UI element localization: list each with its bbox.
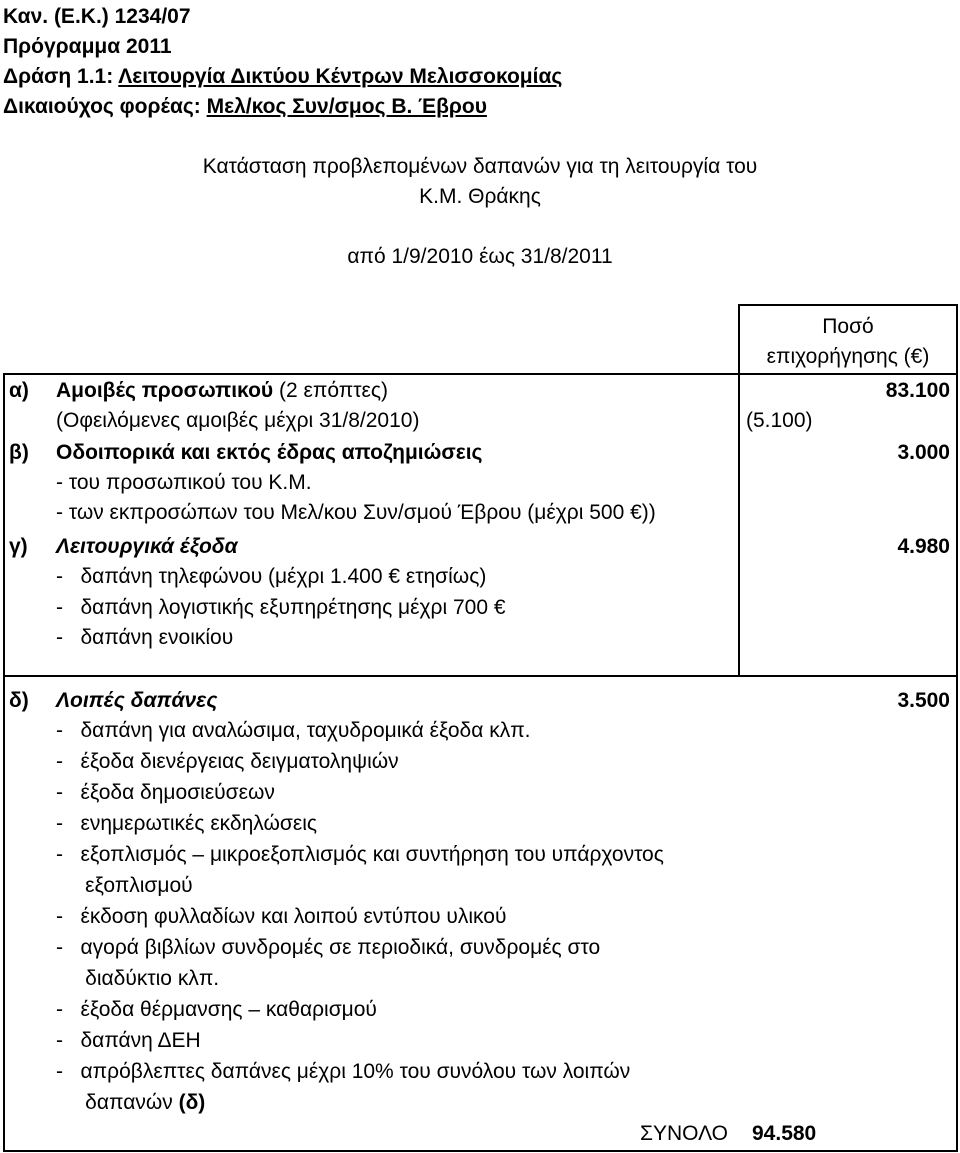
total-amount: 94.580: [752, 1122, 817, 1145]
amount-header-sub: επιχορήγησης (€): [766, 345, 930, 368]
section-a-sub: (Οφειλόμενες αμοιβές μέχρι 31/8/2010): [56, 409, 420, 432]
section-b-title: Οδοιπορικά και εκτός έδρας αποζημιώσεις: [56, 441, 483, 464]
list-item: - έξοδα θέρμανσης – καθαρισμού: [56, 998, 377, 1021]
amount-header: Ποσό: [822, 315, 874, 338]
list-item: - έξοδα δημοσιεύσεων: [56, 781, 275, 804]
section-b-amount: 3.000: [897, 441, 950, 464]
list-item: διαδύκτιο κλπ.: [56, 967, 220, 990]
list-item: - ενημερωτικές εκδηλώσεις: [56, 812, 317, 835]
list-item: - δαπάνη τηλεφώνου (μέχρι 1.400 € ετησίως): [56, 565, 487, 588]
section-d-amount: 3.500: [897, 689, 950, 712]
list-item: - έκδοση φυλλαδίων και λοιπού εντύπου υλικού: [56, 905, 507, 928]
beneficiary-prefix: Δικαιούχος φορέας:: [3, 95, 207, 118]
list-item: - εξοπλισμός – μικροεξοπλισμός και συντήρηση του υπάρχοντος: [56, 843, 664, 866]
list-item: - αγορά βιβλίων συνδρομές σε περιοδικά, συνδρομές στο: [56, 936, 601, 959]
section-b-label: β): [9, 441, 29, 464]
section-a-title-text: Αμοιβές προσωπικού: [56, 379, 274, 402]
document-period: από 1/9/2010 έως 31/8/2011: [347, 245, 613, 268]
action-title: Λειτουργία Δικτύου Κέντρων Μελισσοκομίας: [118, 65, 563, 88]
section-c-amount: 4.980: [897, 535, 950, 558]
section-a-title-suffix: (2 επόπτες): [273, 379, 388, 402]
section-d-label: δ): [9, 689, 29, 712]
section-c-title: Λειτουργικά έξοδα: [56, 535, 238, 558]
total-label: ΣΥΝΟΛΟ: [639, 1122, 728, 1145]
list-item: εξοπλισμού: [56, 874, 193, 897]
list-item: - δαπάνη ενοικίου: [56, 626, 234, 649]
list-item: - απρόβλεπτες δαπάνες μέχρι 10% του συνόλου των λοιπών: [56, 1060, 631, 1083]
list-item: - δαπάνη ΔΕΗ: [56, 1029, 201, 1052]
section-a-label: α): [9, 379, 29, 402]
header-programme: Πρόγραμμα 2011: [3, 35, 172, 58]
last-item-text: δαπανών: [56, 1091, 179, 1114]
list-item: - δαπάνη για αναλώσιμα, ταχυδρομικά έξοδα κλπ.: [56, 719, 531, 742]
header-action: [3, 65, 562, 89]
section-c-label: γ): [9, 535, 28, 558]
list-item: - των εκπροσώπων του Μελ/κου Συν/σμού Έβρου (μέχρι 500 €)): [56, 501, 656, 524]
last-item-bold: (δ): [178, 1091, 206, 1114]
section-a-amount: 83.100: [885, 379, 950, 402]
header-regulation: Καν. (Ε.Κ.) 1234/07: [3, 5, 191, 28]
section-a-sub-amount: (5.100): [746, 409, 813, 432]
section-d-title: Λοιπές δαπάνες: [56, 689, 218, 712]
document-title-line2: Κ.Μ. Θράκης: [419, 185, 541, 208]
document-title-line1: Κατάσταση προβλεπομένων δαπανών για τη λειτουργία του: [202, 155, 758, 178]
list-item-last: [56, 1091, 205, 1115]
list-item: - δαπάνη λογιστικής εξυπηρέτησης μέχρι 700 €: [56, 596, 506, 619]
action-prefix: Δράση 1.1:: [3, 65, 119, 88]
list-item: - του προσωπικού του Κ.Μ.: [56, 471, 312, 494]
header-beneficiary: [3, 95, 487, 119]
list-item: - έξοδα διενέργειας δειγματοληψιών: [56, 750, 399, 773]
section-a-title: [56, 379, 388, 403]
beneficiary-name: Μελ/κος Συν/σμος Β. Έβρου: [206, 95, 487, 118]
